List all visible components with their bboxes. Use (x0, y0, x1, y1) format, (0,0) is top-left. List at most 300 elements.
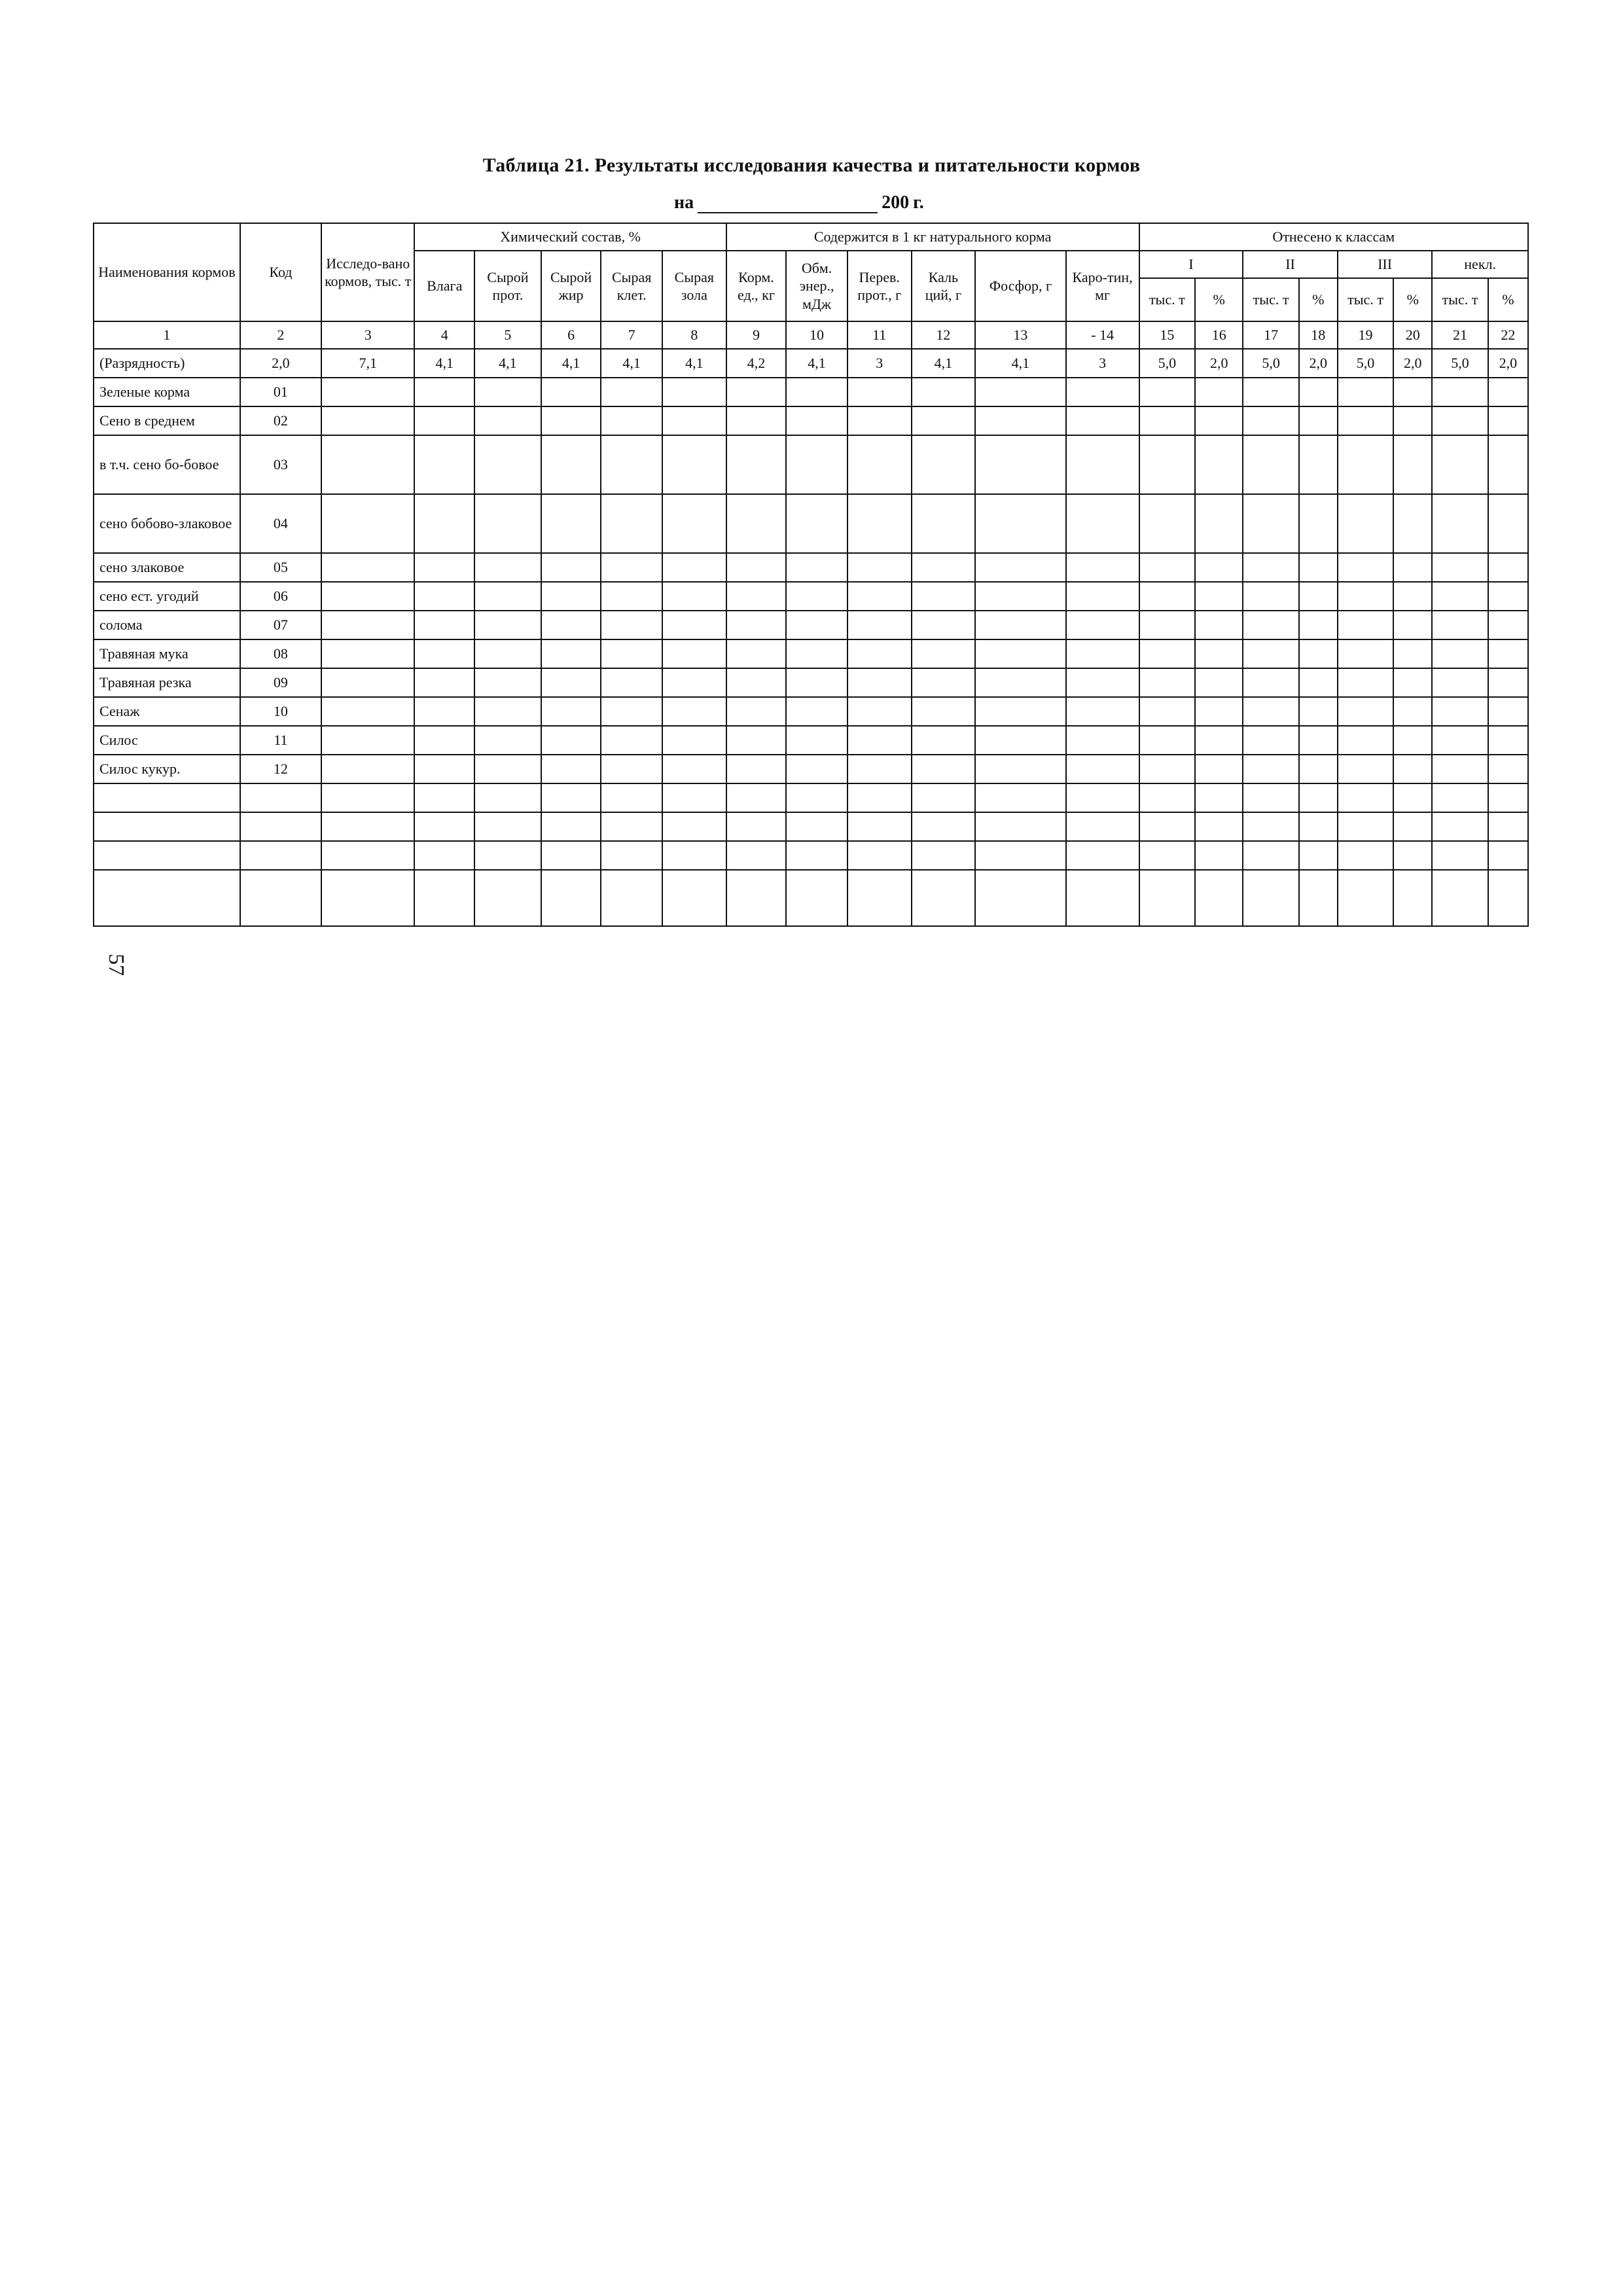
empty-cell (474, 611, 541, 639)
empty-cell (1338, 697, 1393, 726)
empty-cell (1432, 406, 1488, 435)
empty-cell (1488, 435, 1528, 494)
empty-cell (1393, 812, 1432, 841)
empty-cell (912, 726, 976, 755)
empty-cell (726, 494, 787, 553)
empty-cell (541, 726, 601, 755)
row-name: Сенаж (94, 697, 240, 726)
empty-cell (414, 668, 474, 697)
data-rows (94, 378, 1528, 783)
empty-cell (474, 553, 541, 582)
empty-cell (541, 668, 601, 697)
empty-cell (474, 870, 541, 926)
empty-cell (1432, 841, 1488, 870)
row-code: 11 (240, 726, 321, 755)
column-number-cell: 9 (726, 321, 787, 349)
empty-cell (1488, 726, 1528, 755)
empty-cell (912, 841, 976, 870)
column-number-cell: 11 (847, 321, 912, 349)
row-code: 02 (240, 406, 321, 435)
empty-cell (414, 726, 474, 755)
empty-cell (847, 726, 912, 755)
empty-cell (414, 812, 474, 841)
column-number-cell: 18 (1299, 321, 1338, 349)
table-row (94, 435, 1528, 494)
empty-cell (1195, 435, 1243, 494)
empty-cell (1243, 697, 1298, 726)
empty-cell (726, 668, 787, 697)
empty-cell (975, 812, 1065, 841)
empty-cell (1243, 726, 1298, 755)
empty-cell (1488, 668, 1528, 697)
row-code: 08 (240, 639, 321, 668)
empty-rows (94, 783, 1528, 926)
column-number-cell: 1 (94, 321, 240, 349)
table-subtitle (674, 192, 924, 213)
row-name: солома (94, 611, 240, 639)
empty-cell (1432, 378, 1488, 406)
empty-cell (1066, 726, 1139, 755)
header-class-1-thousand-t: тыс. т (1139, 278, 1195, 321)
column-number-cell: 20 (1393, 321, 1432, 349)
empty-cell (1338, 611, 1393, 639)
empty-cell (662, 494, 726, 553)
empty-cell (1195, 726, 1243, 755)
empty-cell (847, 553, 912, 582)
empty-cell (847, 841, 912, 870)
empty-cell (1393, 611, 1432, 639)
empty-cell (847, 378, 912, 406)
empty-cell (414, 378, 474, 406)
empty-cell (1338, 812, 1393, 841)
empty-cell (601, 841, 662, 870)
digit-row-cell: 5,0 (1139, 349, 1195, 378)
digit-row-cell: 2,0 (1195, 349, 1243, 378)
digit-row-cell: 5,0 (1432, 349, 1488, 378)
empty-cell (1299, 812, 1338, 841)
empty-cell (1299, 494, 1338, 553)
header-class-2-percent: % (1299, 278, 1338, 321)
empty-cell (414, 697, 474, 726)
empty-cell (1338, 494, 1393, 553)
column-number-cell: 12 (912, 321, 976, 349)
empty-cell (975, 406, 1065, 435)
column-number-cell: 2 (240, 321, 321, 349)
empty-cell (975, 841, 1065, 870)
row-code: 05 (240, 553, 321, 582)
header-feed-units: Корм. ед., кг (726, 251, 787, 321)
empty-cell (726, 812, 787, 841)
digit-row-cell: 4,1 (975, 349, 1065, 378)
table-row (94, 755, 1528, 783)
empty-cell (1066, 611, 1139, 639)
empty-cell (1299, 697, 1338, 726)
empty-cell (321, 639, 414, 668)
empty-cell (662, 668, 726, 697)
empty-cell (1488, 582, 1528, 611)
empty-cell (321, 755, 414, 783)
digit-row-cell: 3 (1066, 349, 1139, 378)
digit-row-cell: 4,1 (786, 349, 847, 378)
empty-cell (662, 841, 726, 870)
empty-cell (1066, 870, 1139, 926)
row-code: 06 (240, 582, 321, 611)
empty-cell (912, 668, 976, 697)
empty-cell (1432, 639, 1488, 668)
empty-cell (975, 726, 1065, 755)
empty-cell (1432, 611, 1488, 639)
empty-cell (1488, 406, 1528, 435)
empty-cell (414, 553, 474, 582)
empty-row (94, 841, 1528, 870)
empty-cell (601, 435, 662, 494)
empty-cell (726, 697, 787, 726)
empty-cell (1066, 639, 1139, 668)
empty-cell (1243, 406, 1298, 435)
header-class-off-percent: % (1488, 278, 1528, 321)
empty-cell (1393, 668, 1432, 697)
empty-cell (1066, 812, 1139, 841)
header-energy: Обм. энер., мДж (786, 251, 847, 321)
empty-cell (847, 697, 912, 726)
empty-cell (662, 783, 726, 812)
empty-cell (1243, 812, 1298, 841)
empty-cell (1139, 494, 1195, 553)
empty-cell (1243, 870, 1298, 926)
header-phosphorus: Фосфор, г (975, 251, 1065, 321)
table-row (94, 406, 1528, 435)
empty-cell (1195, 406, 1243, 435)
empty-cell (786, 639, 847, 668)
header-chem-group: Химический состав, % (414, 223, 726, 251)
empty-cell (1299, 783, 1338, 812)
empty-cell (414, 841, 474, 870)
empty-cell (1195, 841, 1243, 870)
empty-cell (541, 378, 601, 406)
empty-cell (541, 435, 601, 494)
empty-cell (601, 812, 662, 841)
empty-cell (1338, 726, 1393, 755)
empty-cell (912, 435, 976, 494)
column-number-cell: 10 (786, 321, 847, 349)
row-code: 01 (240, 378, 321, 406)
empty-cell (474, 639, 541, 668)
empty-cell (1195, 812, 1243, 841)
empty-cell (601, 494, 662, 553)
empty-cell (1195, 668, 1243, 697)
empty-cell (601, 639, 662, 668)
empty-cell (1139, 812, 1195, 841)
empty-cell (662, 726, 726, 755)
empty-cell (601, 755, 662, 783)
empty-cell (1488, 378, 1528, 406)
empty-cell (414, 783, 474, 812)
table-title: Таблица 21. Результаты исследования качества и питательности кормов (482, 154, 1141, 176)
empty-cell (474, 726, 541, 755)
empty-cell (847, 668, 912, 697)
empty-cell (601, 406, 662, 435)
empty-cell (1393, 841, 1432, 870)
empty-cell (786, 378, 847, 406)
empty-cell (1066, 668, 1139, 697)
empty-cell (726, 582, 787, 611)
empty-cell (1195, 378, 1243, 406)
empty-cell (474, 378, 541, 406)
empty-cell (541, 406, 601, 435)
empty-cell (414, 639, 474, 668)
empty-cell (1139, 406, 1195, 435)
empty-cell (541, 783, 601, 812)
column-number-cell: - 14 (1066, 321, 1139, 349)
empty-cell (94, 841, 240, 870)
empty-cell (94, 870, 240, 926)
empty-cell (1432, 553, 1488, 582)
empty-cell (1139, 611, 1195, 639)
empty-cell (1066, 378, 1139, 406)
column-number-cell: 16 (1195, 321, 1243, 349)
empty-cell (474, 783, 541, 812)
empty-cell (1139, 726, 1195, 755)
empty-cell (975, 639, 1065, 668)
empty-cell (1432, 783, 1488, 812)
empty-cell (847, 755, 912, 783)
empty-cell (1066, 435, 1139, 494)
empty-cell (321, 697, 414, 726)
empty-cell (1066, 783, 1139, 812)
empty-cell (414, 870, 474, 926)
empty-cell (1195, 582, 1243, 611)
column-numbers (94, 321, 1528, 349)
empty-cell (975, 611, 1065, 639)
digit-row-cell: 5,0 (1243, 349, 1298, 378)
column-number-cell: 6 (541, 321, 601, 349)
empty-cell (541, 841, 601, 870)
empty-cell (1432, 582, 1488, 611)
header-class-2-thousand-t: тыс. т (1243, 278, 1298, 321)
row-code: 04 (240, 494, 321, 553)
table-row (94, 639, 1528, 668)
digit-row-cell: 2,0 (1393, 349, 1432, 378)
empty-cell (94, 783, 240, 812)
empty-cell (1139, 582, 1195, 611)
digit-row-cell: 2,0 (240, 349, 321, 378)
empty-cell (726, 406, 787, 435)
empty-cell (975, 755, 1065, 783)
empty-cell (1139, 783, 1195, 812)
empty-cell (662, 812, 726, 841)
empty-cell (847, 812, 912, 841)
empty-cell (1139, 697, 1195, 726)
table-header (94, 223, 1528, 321)
empty-cell (321, 494, 414, 553)
column-number-cell: 7 (601, 321, 662, 349)
header-class-1: I (1139, 251, 1243, 278)
empty-cell (240, 783, 321, 812)
subtitle-suffix: г. (913, 192, 924, 213)
empty-cell (975, 494, 1065, 553)
empty-cell (662, 755, 726, 783)
digit-row-cell: 7,1 (321, 349, 414, 378)
empty-cell (662, 553, 726, 582)
empty-cell (474, 668, 541, 697)
empty-cell (1299, 582, 1338, 611)
empty-cell (541, 697, 601, 726)
digit-row-cell: 4,1 (474, 349, 541, 378)
empty-cell (414, 582, 474, 611)
header-name: Наименования кормов (94, 223, 240, 321)
empty-cell (1195, 553, 1243, 582)
empty-cell (321, 668, 414, 697)
header-content-group: Содержится в 1 кг натурального корма (726, 223, 1139, 251)
empty-cell (1139, 668, 1195, 697)
empty-cell (1243, 378, 1298, 406)
subtitle-year: 200 (882, 192, 910, 213)
empty-cell (786, 870, 847, 926)
empty-cell (1139, 841, 1195, 870)
header-class-2: II (1243, 251, 1337, 278)
header-class-1-percent: % (1195, 278, 1243, 321)
empty-cell (1139, 755, 1195, 783)
empty-cell (1066, 582, 1139, 611)
empty-cell (786, 668, 847, 697)
empty-cell (1139, 553, 1195, 582)
row-code: 09 (240, 668, 321, 697)
empty-cell (912, 812, 976, 841)
row-code: 12 (240, 755, 321, 783)
empty-cell (541, 755, 601, 783)
header-moisture: Влага (414, 251, 474, 321)
digit-row-cell: 5,0 (1338, 349, 1393, 378)
date-blank-line (698, 195, 878, 213)
digit-row-label: (Разрядность) (94, 349, 240, 378)
empty-cell (1338, 783, 1393, 812)
header-class-3: III (1338, 251, 1432, 278)
row-name: Сено в среднем (94, 406, 240, 435)
empty-cell (1338, 553, 1393, 582)
empty-cell (847, 435, 912, 494)
empty-cell (1195, 494, 1243, 553)
digit-row-cell: 4,1 (414, 349, 474, 378)
empty-cell (1195, 870, 1243, 926)
page-number: 57 (104, 954, 128, 976)
empty-cell (726, 611, 787, 639)
empty-cell (1299, 726, 1338, 755)
empty-cell (1488, 494, 1528, 553)
empty-cell (414, 435, 474, 494)
empty-cell (321, 553, 414, 582)
empty-cell (474, 697, 541, 726)
empty-cell (601, 378, 662, 406)
table-row (94, 378, 1528, 406)
column-number-cell: 22 (1488, 321, 1528, 349)
empty-cell (1393, 553, 1432, 582)
empty-cell (1432, 494, 1488, 553)
empty-cell (847, 582, 912, 611)
header-crude-fiber: Сырая клет. (601, 251, 662, 321)
empty-cell (541, 812, 601, 841)
empty-cell (1139, 639, 1195, 668)
empty-cell (474, 755, 541, 783)
header-crude-ash: Сырая зола (662, 251, 726, 321)
empty-cell (726, 870, 787, 926)
empty-cell (847, 639, 912, 668)
empty-cell (1139, 378, 1195, 406)
digit-row-cell: 4,1 (912, 349, 976, 378)
empty-cell (1338, 435, 1393, 494)
empty-cell (1338, 668, 1393, 697)
empty-cell (1393, 639, 1432, 668)
header-code: Код (240, 223, 321, 321)
empty-cell (1432, 812, 1488, 841)
empty-cell (1066, 841, 1139, 870)
empty-cell (912, 639, 976, 668)
empty-cell (1195, 755, 1243, 783)
header-crude-protein: Сырой прот. (474, 251, 541, 321)
empty-cell (786, 494, 847, 553)
empty-cell (414, 755, 474, 783)
empty-cell (662, 406, 726, 435)
empty-cell (726, 639, 787, 668)
empty-cell (1488, 870, 1528, 926)
empty-cell (541, 870, 601, 926)
empty-cell (1299, 870, 1338, 926)
table-row (94, 494, 1528, 553)
header-crude-fat: Сырой жир (541, 251, 601, 321)
table-row (94, 697, 1528, 726)
column-number-cell: 19 (1338, 321, 1393, 349)
empty-cell (662, 435, 726, 494)
table-row (94, 553, 1528, 582)
column-number-cell: 5 (474, 321, 541, 349)
empty-cell (414, 406, 474, 435)
empty-cell (474, 494, 541, 553)
column-number-cell: 13 (975, 321, 1065, 349)
column-number-cell: 8 (662, 321, 726, 349)
empty-cell (1139, 435, 1195, 494)
empty-cell (1488, 697, 1528, 726)
row-name: Силос (94, 726, 240, 755)
empty-cell (912, 611, 976, 639)
empty-row (94, 783, 1528, 812)
empty-cell (1338, 639, 1393, 668)
column-number-cell: 3 (321, 321, 414, 349)
empty-cell (847, 783, 912, 812)
empty-cell (474, 406, 541, 435)
feed-quality-table (93, 223, 1529, 927)
empty-cell (662, 611, 726, 639)
empty-cell (321, 783, 414, 812)
header-calcium: Каль ций, г (912, 251, 976, 321)
empty-cell (1299, 668, 1338, 697)
empty-cell (1299, 553, 1338, 582)
column-number-cell: 17 (1243, 321, 1298, 349)
empty-cell (1243, 783, 1298, 812)
empty-cell (1488, 841, 1528, 870)
empty-cell (726, 378, 787, 406)
empty-cell (786, 553, 847, 582)
empty-cell (321, 726, 414, 755)
empty-cell (601, 726, 662, 755)
empty-cell (1243, 553, 1298, 582)
digit-row (94, 349, 1528, 378)
digit-row-cell: 4,2 (726, 349, 787, 378)
empty-cell (975, 697, 1065, 726)
empty-cell (541, 611, 601, 639)
column-number-row (94, 321, 1528, 349)
empty-cell (1432, 668, 1488, 697)
empty-cell (601, 553, 662, 582)
header-class-3-percent: % (1393, 278, 1432, 321)
